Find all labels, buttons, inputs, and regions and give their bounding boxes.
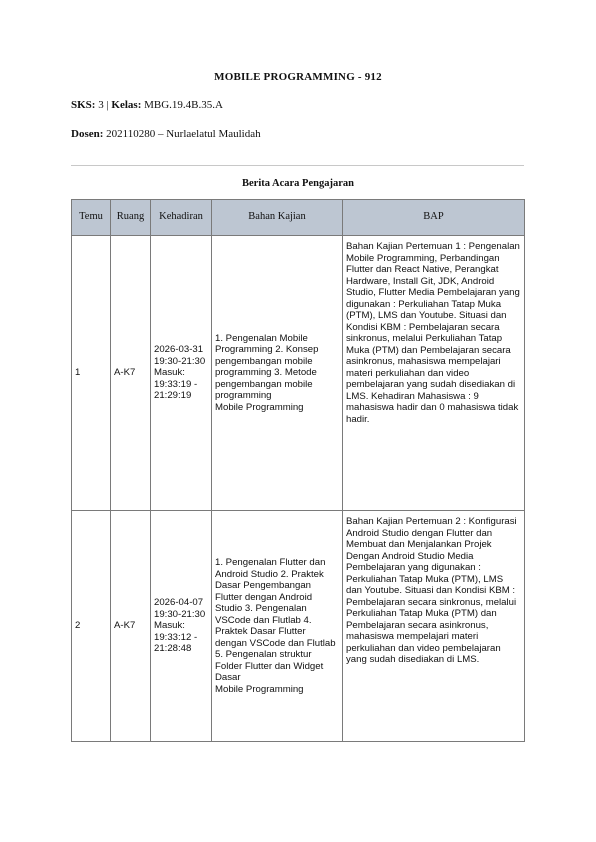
cell-bahan-kajian <box>212 511 343 742</box>
cell-kehadiran: 2026-04-07 19:30-21:30 Masuk: 19:33:12 - 21:28:48 <box>151 511 212 742</box>
col-header-bap: BAP <box>343 200 525 236</box>
col-header-kehadiran: Kehadiran <box>151 200 212 236</box>
separator: | <box>106 99 109 111</box>
bahan-kajian-course: Mobile Programming <box>215 683 304 695</box>
cell-temu: 2 <box>72 511 111 742</box>
col-header-bahan-kajian: Bahan Kajian <box>212 200 343 236</box>
page-title: MOBILE PROGRAMMING - 912 <box>214 71 382 83</box>
col-header-ruang: Ruang <box>111 200 151 236</box>
bahan-kajian-course: Mobile Programming <box>215 401 304 413</box>
sks-label: SKS: <box>71 99 96 111</box>
table-row <box>72 511 525 742</box>
bahan-kajian-text: 1. Pengenalan Mobile Programming 2. Konsep pengembangan mobile programming 3. Metode pengembangan mobile programming <box>215 332 319 402</box>
cell-bap: Bahan Kajian Pertemuan 2 : Konfigurasi Android Studio dengan Flutter dan Membuat dan Menjalankan Projek Dengan Android Studio Media Pembelajaran yang digunakan : Perkuliahan Tatap Muka (PTM), LMS dan Youtube. Situasi dan Kondisi KBM : Pembelajaran secara sinkronus, melalui Perkuliahan Tatap Muka (PTM) dan Pembelajaran secara asinkronus, mahasiswa mempelajari materi perkuliahan dan video pembelajaran yang sudah disediakan di LMS. <box>343 511 525 742</box>
bahan-kajian-text: 1. Pengenalan Flutter dan Android Studio 2. Praktek Dasar Pengembangan Flutter dengan Android Studio 3. Pengenalan VSCode dan Flutlab 4. Praktek Dasar Flutter dengan VSCode dan Flutlab 5. Pengenalan struktur Folder Flutter dan Widget Dasar <box>215 557 336 683</box>
sks-value: 3 <box>98 99 104 111</box>
cell-bahan-kajian <box>212 236 343 511</box>
teaching-record-table <box>71 199 525 742</box>
divider <box>71 165 524 166</box>
table-row <box>72 236 525 511</box>
dosen-label: Dosen: <box>71 128 104 140</box>
cell-kehadiran: 2026-03-31 19:30-21:30 Masuk: 19:33:19 - 21:29:19 <box>151 236 212 511</box>
cell-temu: 1 <box>72 236 111 511</box>
cell-ruang: A-K7 <box>111 236 151 511</box>
dosen-value: 202110280 – Nurlaelatul Maulidah <box>106 128 261 140</box>
table-header-row <box>72 200 525 236</box>
section-caption: Berita Acara Pengajaran <box>242 178 354 189</box>
kelas-value: MBG.19.4B.35.A <box>144 99 223 111</box>
cell-bap: Bahan Kajian Pertemuan 1 : Pengenalan Mobile Programming, Perbandingan Flutter dan React Native, Perangkat Hardware, Install Git, JDK, Android Studio, Flutter Media Pembelajaran yang digunakan : Perkuliahan Tatap Muka (PTM), LMS dan Youtube. Situasi dan Kondisi KBM : Pembelajaran secara sinkronus, melalui Perkuliahan Tatap Muka (PTM) dan Pembelajaran secara asinkronus, mahasiswa mempelajari materi perkuliahan dan video pembelajaran yang sudah disediakan di LMS. Kehadiran Mahasiswa : 9 mahasiswa hadir dan 0 mahasiswa tidak hadir. <box>343 236 525 511</box>
sks-kelas-line <box>71 99 223 111</box>
dosen-line <box>71 128 261 140</box>
col-header-temu: Temu <box>72 200 111 236</box>
kelas-label: Kelas: <box>111 99 142 111</box>
cell-ruang: A-K7 <box>111 511 151 742</box>
